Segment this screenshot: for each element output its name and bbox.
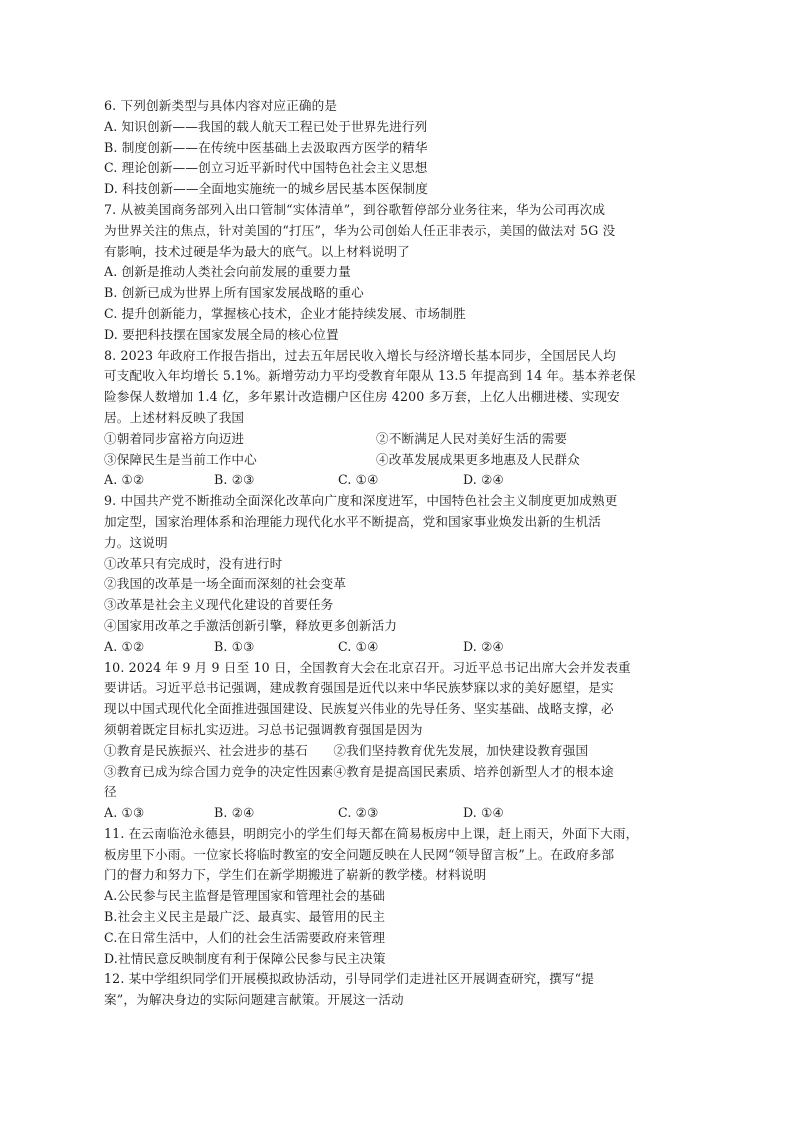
question-stem-line: 10. 2024 年 9 月 9 日至 10 日，全国教育大会在北京召开。习近平总书记出席大会并发表重 [104,659,631,675]
question-stem-line: 加定型，国家治理体系和治理能力现代化水平不断提高，党和国家事业焕发出新的生机活 [104,513,602,529]
question-stem-line: 11. 在云南临沧永德县，明朗完小的学生们每天都在简易板房中上课，赶上雨天，外面下大雨， [104,825,639,841]
option-c: C. 提升创新能力，掌握核心技术，企业才能持续发展、市场制胜 [104,305,466,321]
statement-1: ①朝着同步富裕方向迈进 [104,430,245,446]
question-stem-line: 可支配收入年均增长 5.1%。新增劳动力平均受教育年限从 13.5 年提高到 14 年。基本养老保 [104,368,636,384]
option-d: D. 科技创新——全面地实施统一的城乡居民基本医保制度 [104,181,428,197]
choice-b: B. ②④ [214,805,255,821]
question-7 [104,200,674,346]
answer-choices [104,470,674,491]
option-a: A. 知识创新——我国的载人航天工程已处于世界先进行列 [104,118,428,134]
question-stem: 6. 下列创新类型与具体内容对应正确的是 [104,98,338,113]
question-stem-line: 12. 某中学组织同学们开展模拟政协活动，引导同学们走进社区开展调查研究，撰写“提 [104,971,594,987]
statement-2: ②不断满足人民对美好生活的需要 [376,430,568,446]
statement-4: ④改革发展成果更多地惠及人民群众 [376,451,580,467]
answer-choices [104,803,674,824]
choice-a: A. ①② [104,638,145,654]
question-stem-line: 门的督力和努力下，学生们在新学期搬进了崭新的教学楼。材料说明 [104,867,487,883]
question-stem-line: 须朝着既定目标扎实迈进。习总书记强调教育强国是因为 [104,721,423,737]
question-9 [104,491,674,657]
statements-line: ①教育是民族振兴、社会进步的基石 ②我们坚持教育优先发展，加快建设教育强国 [104,742,589,758]
question-stem-line: 要讲话。习近平总书记强调，建成教育强国是近代以来中华民族梦寐以求的美好愿望，是实 [104,680,614,696]
question-10 [104,658,674,824]
choice-a: A. ①③ [104,805,145,821]
option-b: B.社会主义民主是最广泛、最真实、最管用的民主 [104,909,386,925]
question-stem-line: 8. 2023 年政府工作报告指出，过去五年居民收入增长与经济增长基本同步，全国居民人均 [104,347,617,363]
statements-line: 径 [104,784,117,800]
statement-3: ③改革是社会主义现代化建设的首要任务 [104,597,334,613]
statement-2: ②我国的改革是一场全面而深刻的社会变革 [104,576,347,592]
choice-a: A. ①② [104,472,145,488]
statement-1: ①改革只有完成时，没有进行时 [104,555,283,571]
choice-c: C. ②③ [338,805,379,821]
statement-3: ③保障民生是当前工作中心 [104,451,257,467]
choice-d: D. ①④ [463,805,504,821]
choice-d: D. ②④ [463,472,504,488]
statement-row [104,429,674,450]
question-stem-line: 现以中国式现代化全面推进强国建设、民族复兴伟业的先导任务、坚实基础、战略支撑，必 [104,701,614,717]
choice-c: C. ①④ [338,638,379,654]
question-8 [104,346,674,492]
question-stem-line: 为世界关注的焦点，针对美国的“打压”，华为公司创始人任正非表示，美国的做法对 5G 没 [104,222,616,238]
statement-row [104,450,674,471]
option-d: D. 要把科技摆在国家发展全局的核心位置 [104,326,339,342]
question-6 [104,96,674,200]
choice-c: C. ①④ [338,472,379,488]
option-a: A. 创新是推动人类社会向前发展的重要力量 [104,264,351,280]
choice-b: B. ①③ [214,638,255,654]
exam-page [104,96,674,1011]
question-stem-line: 险参保人数增加 1.4 亿，多年累计改造棚户区住房 4200 多万套，上亿人出棚进楼、实现安 [104,389,620,405]
option-d: D.社情民意反映制度有利于保障公民参与民主决策 [104,950,386,966]
option-b: B. 制度创新——在传统中医基础上去汲取西方医学的精华 [104,139,428,155]
question-11 [104,824,674,970]
statement-4: ④国家用改革之手激活创新引擎，释放更多创新活力 [104,617,398,633]
option-b: B. 创新已成为世界上所有国家发展战略的重心 [104,285,364,301]
option-c: C. 理论创新——创立习近平新时代中国特色社会主义思想 [104,160,428,176]
choice-d: D. ②④ [463,638,504,654]
statements-line: ③教育已成为综合国力竞争的决定性因素④教育是提高国民素质、培养创新型人才的根本途 [104,763,614,779]
question-stem-line: 案”，为解决身边的实际问题建言献策。开展这一活动 [104,992,404,1008]
question-stem-line: 板房里下小雨。一位家长将临时教室的安全问题反映在人民网“领导留言板”上。在政府多部 [104,846,615,862]
question-stem-line: 9. 中国共产党不断推动全面深化改革向广度和深度进军，中国特色社会主义制度更加成熟更 [104,493,618,509]
answer-choices [104,637,674,658]
question-stem-line: 有影响，技术过硬是华为最大的底气。以上材料说明了 [104,243,410,259]
question-12 [104,969,674,1011]
option-a: A.公民参与民主监督是管理国家和管理社会的基础 [104,888,386,904]
question-stem-line: 7. 从被美国商务部列入出口管制“实体清单”，到谷歌暂停部分业务往来，华为公司再次成 [104,201,606,217]
question-stem-line: 居。上述材料反映了我国 [104,409,245,425]
question-stem-line: 力。这说明 [104,534,168,550]
choice-b: B. ②③ [214,472,255,488]
option-c: C.在日常生活中，人们的社会生活需要政府来管理 [104,929,386,945]
